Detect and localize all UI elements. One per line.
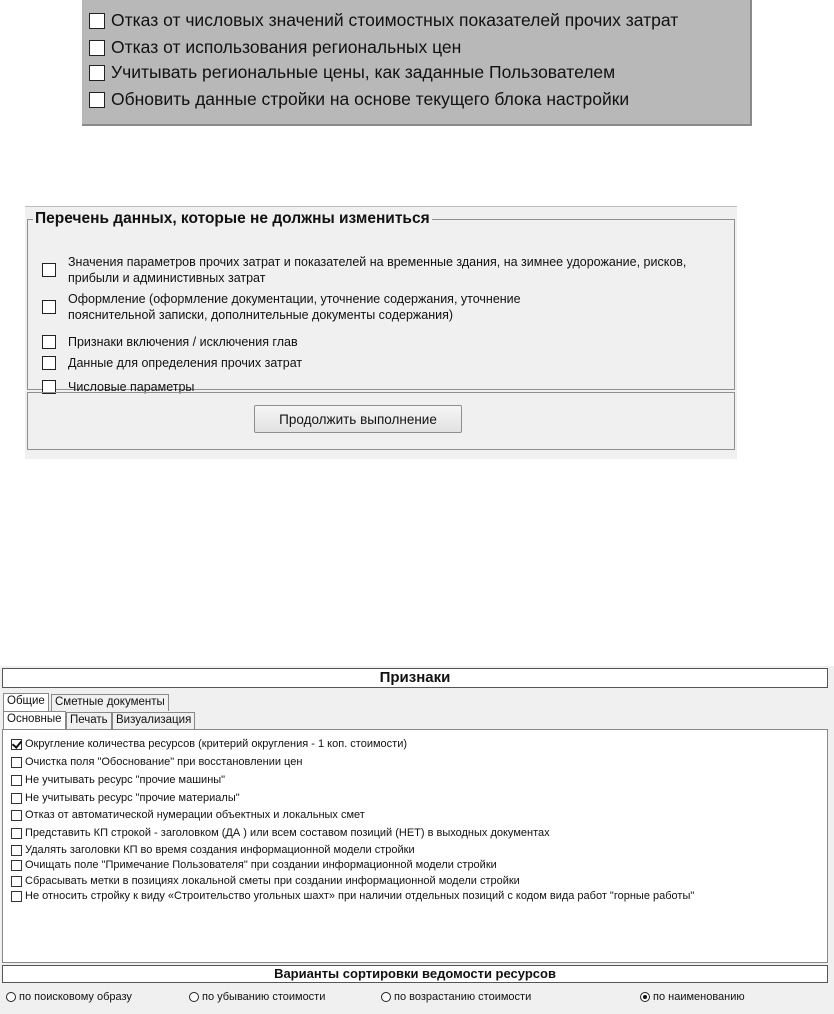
regional-options-panel: [82, 0, 752, 126]
attribute-checkbox[interactable]: [11, 757, 22, 768]
attribute-label: Округление количества ресурсов (критерий округления - 1 коп. стоимости): [25, 738, 408, 750]
attribute-checkbox[interactable]: [11, 876, 22, 887]
preserve-data-dialog: [25, 206, 737, 459]
preserve-item-label: Признаки включения / исключения глав: [68, 335, 298, 349]
preserve-item[interactable]: [42, 254, 686, 286]
sort-radio[interactable]: [640, 992, 650, 1002]
options-tab-panel: [2, 729, 828, 963]
sort-label: по наименованию: [653, 991, 745, 1003]
option-checkbox[interactable]: [89, 65, 105, 81]
preserve-item[interactable]: [42, 355, 302, 371]
tab-visualization[interactable]: Визуализация: [112, 712, 195, 729]
attribute-option[interactable]: [11, 809, 365, 821]
attributes-panel: [0, 666, 834, 1014]
attribute-label: Не относить стройку к виду «Строительство угольных шахт» при наличии отдельных позиций с кодом вида работ "горные работы": [25, 890, 695, 902]
sort-radio[interactable]: [6, 992, 16, 1002]
sort-section-title: Варианты сортировки ведомости ресурсов: [2, 965, 828, 983]
attribute-option[interactable]: [11, 859, 497, 871]
sort-option[interactable]: [640, 991, 745, 1003]
option-row[interactable]: [89, 62, 615, 83]
attribute-checkbox[interactable]: [11, 793, 22, 804]
attribute-option[interactable]: [11, 890, 694, 902]
option-row[interactable]: [89, 10, 678, 31]
attribute-option[interactable]: [11, 827, 550, 839]
attribute-option[interactable]: [11, 774, 225, 786]
option-checkbox[interactable]: [89, 92, 105, 108]
preserve-item-label: Числовые параметры: [68, 380, 195, 394]
sort-radio[interactable]: [381, 992, 391, 1002]
preserve-checkbox[interactable]: [42, 300, 56, 314]
tab-estimate-documents[interactable]: Сметные документы: [51, 694, 169, 711]
option-checkbox[interactable]: [89, 40, 105, 56]
attribute-checkbox[interactable]: [11, 739, 22, 750]
preserve-checkbox[interactable]: [42, 356, 56, 370]
attribute-label: Удалять заголовки КП во время создания информационной модели стройки: [25, 844, 415, 856]
attribute-option[interactable]: [11, 738, 407, 750]
button-area: [27, 392, 735, 450]
sort-option[interactable]: [6, 991, 132, 1003]
preserve-checkbox[interactable]: [42, 335, 56, 349]
attribute-label: Очищать поле "Примечание Пользователя" при создании информационной модели стройки: [25, 859, 497, 871]
sort-label: по поисковому образу: [19, 991, 132, 1003]
sort-label: по возрастанию стоимости: [394, 991, 532, 1003]
option-label: Учитывать региональные цены, как заданные Пользователем: [111, 62, 616, 82]
sort-label: по убыванию стоимости: [202, 991, 326, 1003]
attribute-label: Не учитывать ресурс "прочие материалы": [25, 792, 240, 804]
attribute-label: Отказ от автоматической нумерации объектных и локальных смет: [25, 809, 365, 821]
option-row[interactable]: [89, 37, 461, 58]
attribute-option[interactable]: [11, 844, 415, 856]
attribute-checkbox[interactable]: [11, 860, 22, 871]
attribute-label: Очистка поля "Обоснование" при восстановлении цен: [25, 756, 303, 768]
panel-title: Признаки: [2, 668, 828, 688]
attribute-checkbox[interactable]: [11, 828, 22, 839]
continue-button[interactable]: Продолжить выполнение: [254, 405, 462, 433]
preserve-item-label: Данные для определения прочих затрат: [68, 356, 303, 370]
option-row[interactable]: [89, 89, 629, 110]
option-label: Отказ от использования региональных цен: [111, 37, 462, 57]
sort-option[interactable]: [381, 991, 531, 1003]
attribute-checkbox[interactable]: [11, 775, 22, 786]
option-label: Обновить данные стройки на основе текущего блока настройки: [111, 89, 630, 109]
tab-print[interactable]: Печать: [66, 712, 112, 729]
tab-main[interactable]: Основные: [3, 711, 66, 729]
attribute-option[interactable]: [11, 875, 520, 887]
attribute-option[interactable]: [11, 792, 240, 804]
attribute-label: Сбрасывать метки в позициях локальной сметы при создании информационной модели стройки: [25, 875, 520, 887]
preserve-item-label: Значения параметров прочих затрат и показателей на временные здания, на зимнее удорожание, рисков, прибыли и администивных затрат: [68, 255, 687, 285]
attribute-checkbox[interactable]: [11, 891, 22, 902]
attribute-label: Представить КП строкой - заголовком (ДА ) или всем составом позиций (НЕТ) в выходных документах: [25, 827, 550, 839]
tab-general[interactable]: Общие: [3, 693, 49, 711]
sort-radio[interactable]: [189, 992, 199, 1002]
option-label: Отказ от числовых значений стоимостных показателей прочих затрат: [111, 10, 679, 30]
attribute-checkbox[interactable]: [11, 810, 22, 821]
preserve-item[interactable]: [42, 334, 298, 350]
attribute-label: Не учитывать ресурс "прочие машины": [25, 774, 226, 786]
preserve-item[interactable]: [42, 291, 521, 323]
attribute-option[interactable]: [11, 756, 302, 768]
group-title: Перечень данных, которые не должны измениться: [35, 210, 430, 227]
preserve-item-label: Оформление (оформление документации, уточнение содержания, уточнение пояснительной записки, дополнительные документы содержания): [68, 292, 521, 322]
sort-option[interactable]: [189, 991, 325, 1003]
attribute-checkbox[interactable]: [11, 845, 22, 856]
option-checkbox[interactable]: [89, 13, 105, 29]
preserve-checkbox[interactable]: [42, 263, 56, 277]
preserve-data-group: [27, 219, 735, 394]
